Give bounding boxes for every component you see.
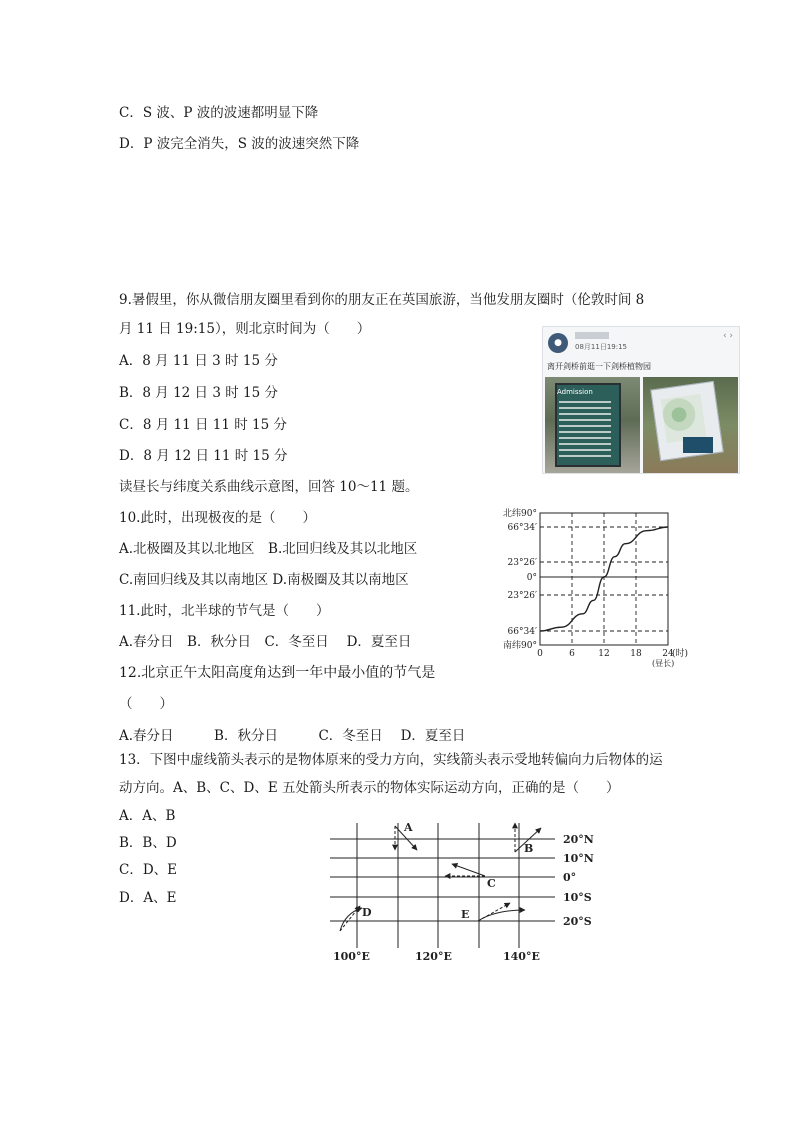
q9-stem-line1: 9.暑假里，你从微信朋友圈里看到你的朋友正在英国旅游，当他发朋友圈时（伦敦时间 8 (119, 292, 645, 308)
daylength-latitude-chart (490, 505, 705, 670)
q9-option-d: D．8 月 12 日 11 时 15 分 (119, 448, 288, 464)
q12-stem: 12.北京正午太阳高度角达到一年中最小值的节气是 (119, 665, 436, 681)
post-caption: 离开剑桥前逛一下剑桥植物园 (547, 362, 651, 371)
q9-stem-line2: 月 11 日 19:15），则北京时间为（ ） (119, 321, 371, 337)
lon-label-140e: 140°E (503, 950, 540, 963)
coriolis-grid-diagram (325, 818, 595, 968)
q11-options: A.春分日 B．秋分日 C．冬至日 D．夏至日 (119, 634, 412, 650)
x-axis-label: (昼长) (652, 659, 675, 668)
arrow-c-solid (452, 864, 485, 876)
q9-option-a: A．8 月 11 日 3 时 15 分 (119, 353, 278, 369)
lat-label-10n: 10°N (563, 852, 594, 865)
y-tick-label: 23°26′ (507, 558, 537, 568)
q10-options-row1: A.北极圈及其以北地区 B.北回归线及其以北地区 (119, 541, 418, 557)
x-tick-label: 18 (630, 649, 642, 659)
q8-option-c: C．S 波、P 波的波速都明显下降 (119, 105, 319, 121)
q13-stem-line1: 13．下图中虚线箭头表示的是物体原来的受力方向，实线箭头表示受地转偏向力后物体的运 (119, 752, 663, 768)
x-tick-label: 6 (569, 649, 575, 659)
arrow-d-solid (340, 908, 362, 931)
point-label-b: B (524, 842, 534, 855)
q11-stem: 11.此时，北半球的节气是（ ） (119, 603, 330, 619)
x-tick-label: 12 (598, 649, 610, 659)
y-tick-label: 66°34′ (507, 523, 537, 533)
avatar: ● (548, 333, 568, 353)
q12-options: A.春分日 B．秋分日 C．冬至日 D．夏至日 (119, 728, 466, 744)
lat-label-20s: 20°S (563, 915, 592, 928)
y-tick-label: 66°34′ (507, 627, 537, 637)
point-label-a: A (404, 821, 413, 834)
q13-option-c: C．D、E (119, 862, 178, 878)
q12-paren: （ ） (119, 696, 173, 712)
more-icon: ‹ › (722, 331, 733, 341)
q13-option-b: B．B、D (119, 835, 177, 851)
q13-stem-line2: 动方向。A、B、C、D、E 五处箭头所表示的物体实际运动方向，正确的是（ ） (119, 780, 620, 796)
q9-option-b: B．8 月 12 日 3 时 15 分 (119, 385, 278, 401)
q9-option-c: C．8 月 11 日 11 时 15 分 (119, 417, 287, 433)
q10-stem: 10.此时，出现极夜的是（ ） (119, 510, 316, 526)
lon-label-100e: 100°E (333, 950, 370, 963)
photo-garden-map (643, 377, 738, 473)
q13-option-a: A．A、B (119, 808, 176, 824)
y-tick-label: 南纬90° (503, 641, 537, 651)
q8-option-d: D．P 波完全消失，S 波的波速突然下降 (119, 136, 360, 152)
q10-options-row2: C.南回归线及其以南地区 D.南极圈及其以南地区 (119, 572, 409, 588)
point-label-c: C (487, 877, 496, 890)
y-tick-label: 北纬90° (503, 509, 537, 519)
y-tick-label: 0° (526, 573, 537, 583)
wechat-moment-photo (542, 326, 740, 474)
x-tick-label: 24 (662, 649, 674, 659)
point-label-e: E (461, 908, 470, 921)
lon-label-120e: 120°E (415, 950, 452, 963)
x-unit-label: (时) (672, 649, 689, 659)
q13-option-d: D．A、E (119, 890, 177, 906)
photo-admission-board (545, 377, 640, 473)
lat-label-20n: 20°N (563, 833, 594, 846)
y-tick-label: 23°26′ (507, 591, 537, 601)
board-title: Admission (557, 388, 593, 396)
point-label-d: D (362, 906, 372, 919)
x-tick-label: 0 (537, 649, 543, 659)
lat-label-equator: 0° (563, 871, 577, 884)
blurred-username (575, 332, 609, 339)
intro-10-11: 读昼长与纬度关系曲线示意图，回答 10～11 题。 (119, 479, 419, 495)
lat-label-10s: 10°S (563, 891, 592, 904)
arrow-e-solid (478, 910, 525, 921)
post-time: 08月11日19:15 (575, 343, 627, 351)
